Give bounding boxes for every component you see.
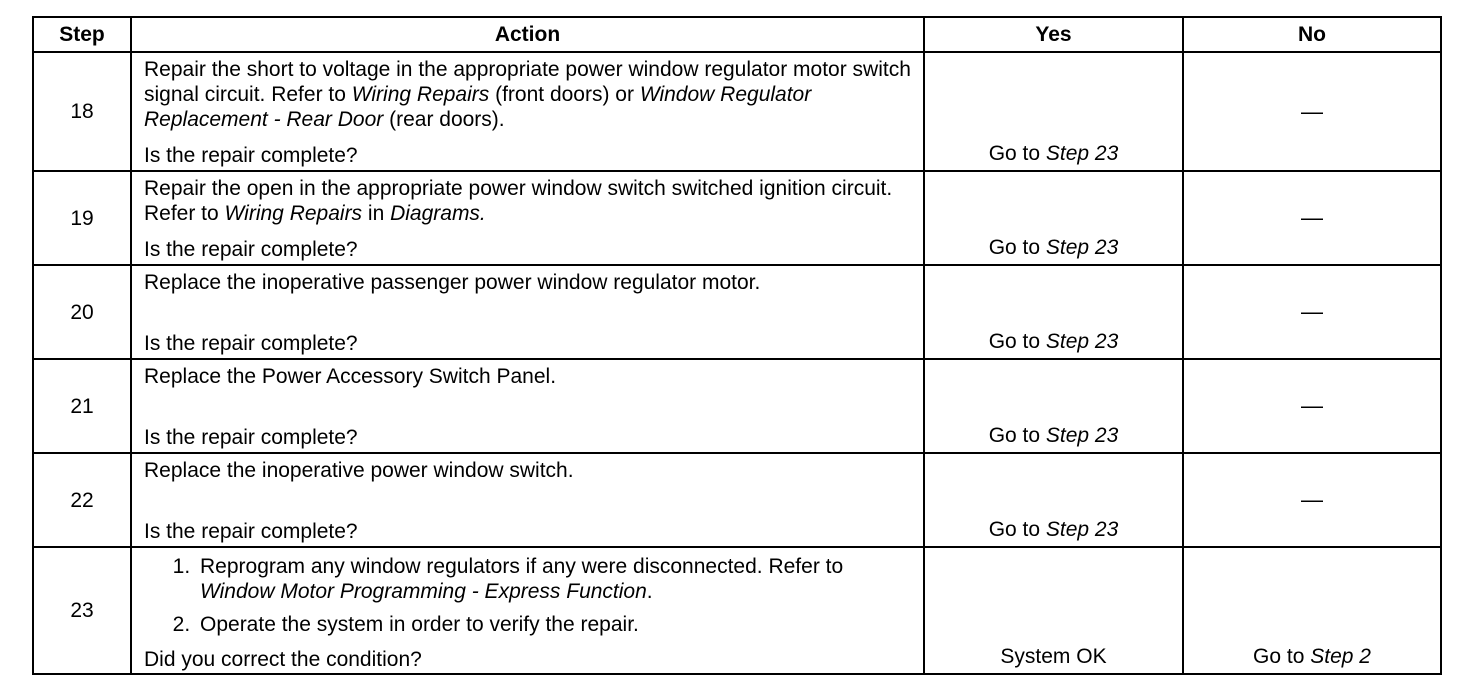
- step-number: 22: [33, 453, 131, 547]
- yes-cell: Go to Step 23: [924, 52, 1183, 171]
- no-cell: —: [1183, 265, 1441, 359]
- table-row: [33, 265, 1441, 359]
- action-text: Replace the inoperative power window switch.: [144, 459, 574, 482]
- yes-step-ref: Step 23: [1045, 142, 1119, 165]
- action-cell: [131, 453, 924, 547]
- no-cell: —: [1183, 453, 1441, 547]
- step-number: 19: [33, 171, 131, 265]
- table-row: [33, 453, 1441, 547]
- action-cell: [131, 171, 924, 265]
- yes-cell: Go to Step 23: [924, 359, 1183, 453]
- action-cell: [131, 547, 924, 674]
- no-step-ref: Step 2: [1310, 645, 1371, 668]
- action-question: Did you correct the condition?: [144, 648, 422, 671]
- ref-wiring-repairs: Wiring Repairs: [224, 202, 363, 225]
- list-item: 1. Reprogram any window regulators if any were disconnected. Refer to Window Motor Programming - Express Function.: [196, 554, 915, 604]
- action-cell: [131, 359, 924, 453]
- yes-step-ref: Step 23: [1045, 518, 1119, 541]
- step-number: 20: [33, 265, 131, 359]
- procedure-list: [144, 554, 915, 643]
- no-cell: —: [1183, 359, 1441, 453]
- action-cell: [131, 52, 924, 171]
- header-step: Step: [33, 17, 131, 52]
- no-cell: Go to Step 2: [1183, 547, 1441, 674]
- step-number: 23: [33, 547, 131, 674]
- action-text: Replace the Power Accessory Switch Panel.: [144, 365, 557, 388]
- action-text: Replace the inoperative passenger power window regulator motor.: [144, 271, 761, 294]
- yes-cell: Go to Step 23: [924, 171, 1183, 265]
- action-text: Repair the open in the appropriate power window switch switched ignition circuit. Refer to Wiring Repairs in Diagrams.: [144, 177, 893, 225]
- action-question: Is the repair complete?: [144, 426, 358, 449]
- header-no: No: [1183, 17, 1441, 52]
- action-text: Repair the short to voltage in the appropriate power window regulator motor switch signal circuit. Refer to Wiring Repairs (front doors) or Window Regulator Replacement - Rear Door (rear doors).: [144, 58, 911, 131]
- list-item: 2. Operate the system in order to verify the repair.: [196, 612, 915, 637]
- yes-step-ref: Step 23: [1045, 424, 1119, 447]
- action-cell: [131, 265, 924, 359]
- action-question: Is the repair complete?: [144, 144, 358, 167]
- header-action: Action: [131, 17, 924, 52]
- ref-wiring-repairs: Wiring Repairs: [351, 83, 490, 106]
- yes-step-ref: Step 23: [1045, 236, 1119, 259]
- ref-diagrams: Diagrams.: [390, 202, 486, 225]
- table-row: [33, 171, 1441, 265]
- header-yes: Yes: [924, 17, 1183, 52]
- table-row: [33, 359, 1441, 453]
- yes-step-ref: Step 23: [1045, 330, 1119, 353]
- yes-cell: Go to Step 23: [924, 453, 1183, 547]
- step-number: 21: [33, 359, 131, 453]
- table-row: [33, 547, 1441, 674]
- yes-cell: Go to Step 23: [924, 265, 1183, 359]
- diagnostic-table: [32, 16, 1442, 675]
- ref-window-motor-programming: Window Motor Programming - Express Function: [200, 580, 647, 603]
- action-question: Is the repair complete?: [144, 238, 358, 261]
- action-question: Is the repair complete?: [144, 520, 358, 543]
- ref-window-regulator-replacement: Window Regulator Replacement - Rear Door: [144, 83, 812, 131]
- no-cell: —: [1183, 171, 1441, 265]
- no-cell: —: [1183, 52, 1441, 171]
- header-row: [33, 17, 1441, 52]
- table-row: [33, 52, 1441, 171]
- step-number: 18: [33, 52, 131, 171]
- yes-cell: System OK: [924, 547, 1183, 674]
- action-question: Is the repair complete?: [144, 332, 358, 355]
